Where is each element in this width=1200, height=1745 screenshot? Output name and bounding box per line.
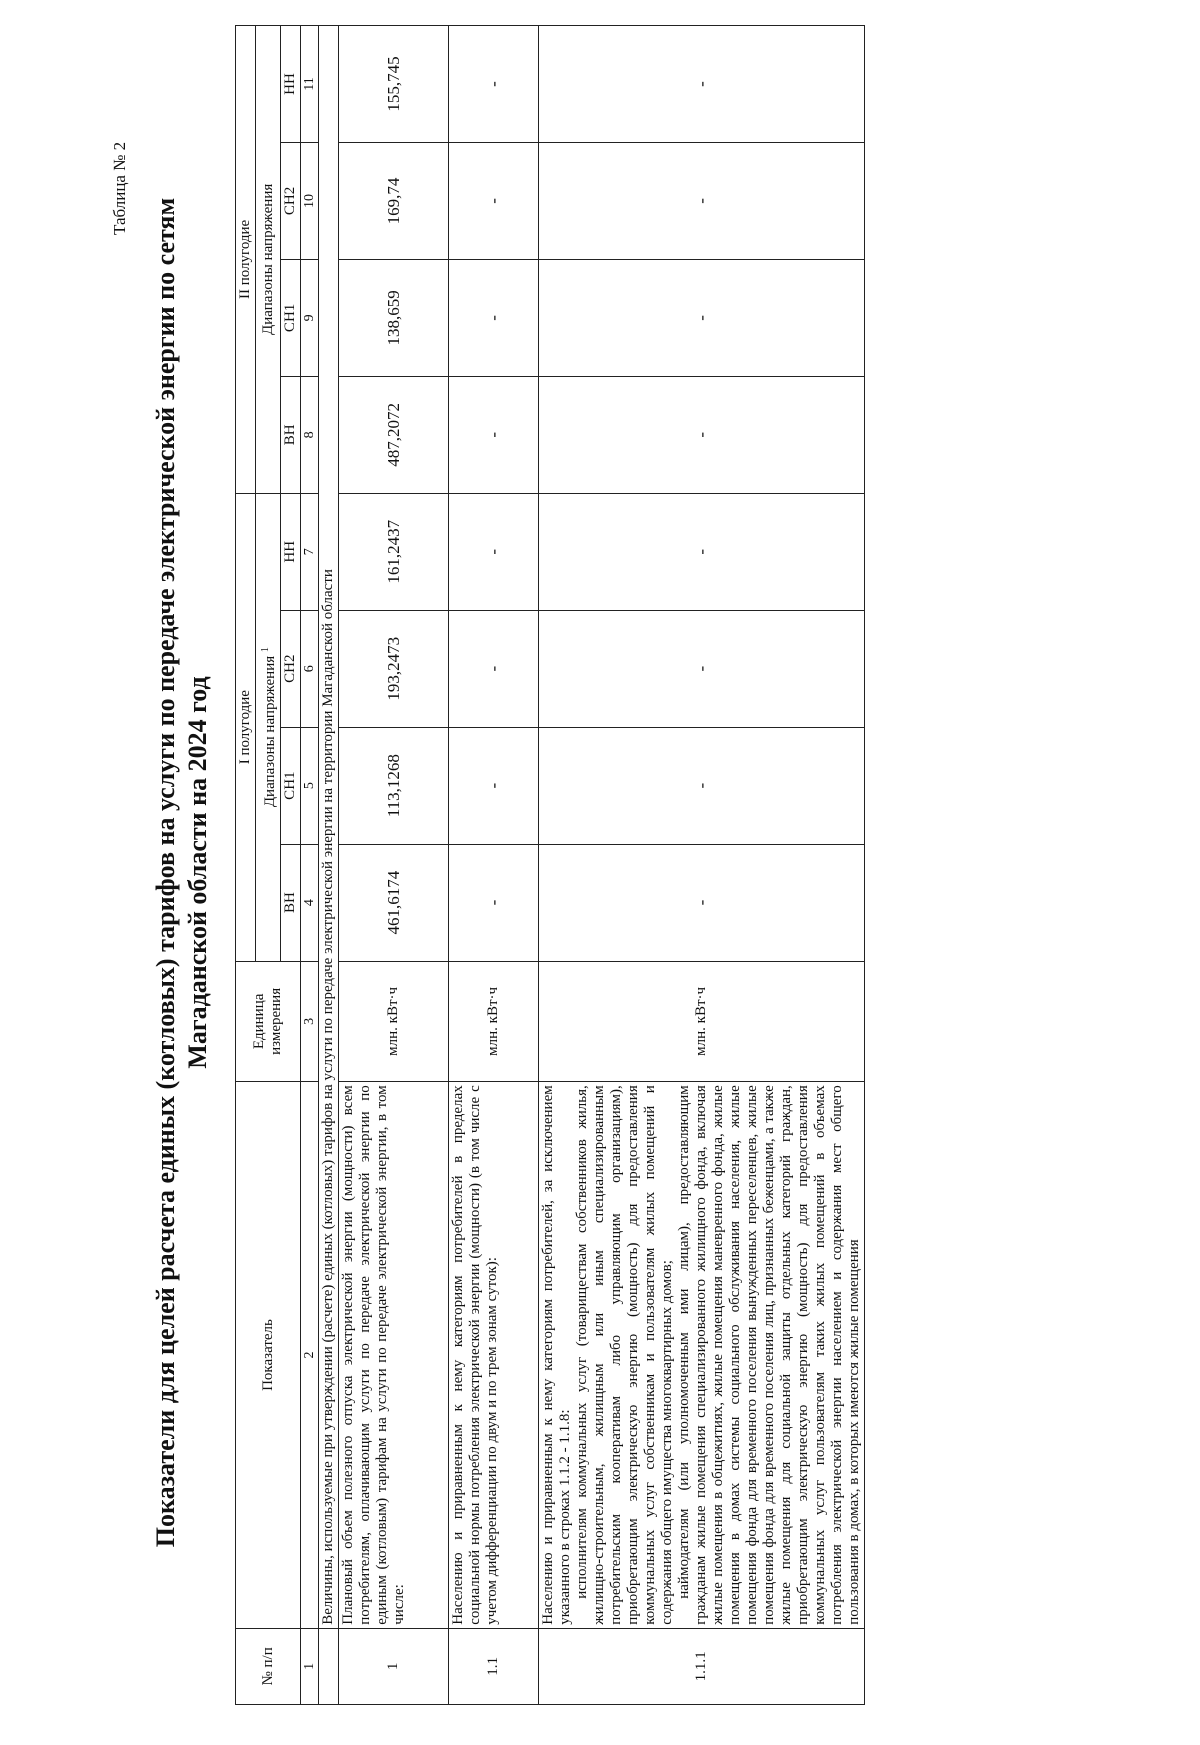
row-unit: млн. кВт·ч	[339, 961, 449, 1082]
level-h1-vn: ВН	[281, 844, 301, 961]
index-cell: 9	[301, 259, 319, 376]
index-cell: 5	[301, 727, 319, 844]
tariff-table	[235, 25, 865, 1705]
header-indicator: Показатель	[236, 1082, 301, 1629]
index-cell: 3	[301, 961, 319, 1082]
row-text-part-b: исполнителям коммунальных услуг (товариществам собственников жилья, жилищно-строительным, жилищным или иным специализированным потребительским кооперативам либо управляющим организациям), приобретающим электрическую энергию (мощность) для предоставления коммунальных услуг собственникам и пользователям жилых помещений и содержания общего имущества многоквартирных домов;	[574, 1085, 675, 1625]
index-cell: 4	[301, 844, 319, 961]
header-ranges-1-text: Диапазоны напряжения	[262, 655, 278, 808]
value-h2-sn2: -	[539, 143, 865, 260]
value-h2-vn: -	[539, 376, 865, 493]
value-h1-vn: 461,6174	[339, 844, 449, 961]
value-h2-sn1: -	[449, 259, 539, 376]
row-text-part-a: Населению и приравненным к нему категориям потребителей, за исключением указанного в строках 1.1.2 - 1.1.8:	[540, 1085, 573, 1625]
footnote-marker: 1	[260, 647, 271, 653]
value-h1-sn2: -	[539, 610, 865, 727]
level-h2-nn: НН	[281, 26, 301, 143]
level-h1-sn1: СН1	[281, 727, 301, 844]
index-cell: 10	[301, 143, 319, 260]
value-h1-sn2: -	[449, 610, 539, 727]
value-h2-nn: -	[449, 26, 539, 143]
index-cell: 6	[301, 610, 319, 727]
row-indicator: Плановый объем полезного отпуска электрической энергии (мощности) всем потребителям, оплачивающим услуги по передаче электрической энергии по единым (котловым) тарифам на услуги по передаче электрической энергии, в том числе:	[339, 1082, 449, 1629]
row-number: 1.1	[449, 1628, 539, 1704]
section-empty-cell	[319, 1628, 339, 1704]
value-h2-sn2: 169,74	[339, 143, 449, 260]
value-h1-sn1: -	[539, 727, 865, 844]
row-text-part-c: наймодателям (или уполномоченным ими лицам), предоставляющим гражданам жилые помещения специализированного жилищного фонда, включая жилые помещения в общежитиях, жилые помещения маневренного фонда, жилые помещения в домах системы социального обслуживания населения, жилые помещения фонда для временного поселения вынужденных переселенцев, жилые помещения фонда для временного поселения лиц, признанных беженцами, а также жилые помещения для социальной защиты отдельных категорий граждан, приобретающим электрическую энергию (мощность) для предоставления коммунальных услуг пользователям таких жилых помещений в объемах потребления электрической энергии населением и содержания мест общего пользования в домах, в которых имеются жилые помещения	[676, 1085, 862, 1625]
header-unit: Единица измерения	[236, 961, 301, 1082]
header-half-1: I полугодие	[236, 493, 256, 961]
index-cell: 2	[301, 1082, 319, 1629]
row-number: 1	[339, 1628, 449, 1704]
value-h1-sn1: -	[449, 727, 539, 844]
document-title	[150, 140, 214, 1605]
value-h2-sn1: -	[539, 259, 865, 376]
row-indicator: Населению и приравненным к нему категориям потребителей в пределах социальной нормы потребления электрической энергии (мощности) (в том числе с учетом дифференциации по двум и по трем зонам суток):	[449, 1082, 539, 1629]
value-h2-sn1: 138,659	[339, 259, 449, 376]
value-h2-vn: -	[449, 376, 539, 493]
value-h1-nn: 161,2437	[339, 493, 449, 610]
value-h1-sn2: 193,2473	[339, 610, 449, 727]
row-number: 1.1.1	[539, 1628, 865, 1704]
header-number: № п/п	[236, 1628, 301, 1704]
section-title: Величины, используемые при утверждении (расчете) единых (котловых) тарифов на услуги по передаче электрической энергии на территории Магаданской области	[319, 26, 339, 1629]
table-number: Таблица № 2	[110, 141, 129, 235]
table-row	[449, 26, 539, 1705]
value-h1-vn: -	[539, 844, 865, 961]
table-row	[339, 26, 449, 1705]
value-h1-sn1: 113,1268	[339, 727, 449, 844]
value-h2-vn: 487,2072	[339, 376, 449, 493]
level-h2-sn2: СН2	[281, 143, 301, 260]
value-h1-nn: -	[539, 493, 865, 610]
index-cell: 7	[301, 493, 319, 610]
level-h2-vn: ВН	[281, 376, 301, 493]
row-indicator	[539, 1082, 865, 1629]
index-cell: 8	[301, 376, 319, 493]
index-cell: 11	[301, 26, 319, 143]
value-h2-nn: 155,745	[339, 26, 449, 143]
column-index-row	[301, 26, 319, 1705]
header-half-2: II полугодие	[236, 26, 256, 494]
level-h1-sn2: СН2	[281, 610, 301, 727]
level-h1-nn: НН	[281, 493, 301, 610]
value-h2-nn: -	[539, 26, 865, 143]
value-h1-vn: -	[449, 844, 539, 961]
index-cell: 1	[301, 1628, 319, 1704]
value-h1-nn: -	[449, 493, 539, 610]
value-h2-sn2: -	[449, 143, 539, 260]
row-unit: млн. кВт·ч	[449, 961, 539, 1082]
header-voltage-ranges-1	[256, 493, 281, 961]
title-line-1: Показатели для целей расчета единых (котловых) тарифов на услуги по передаче электрической энергии по сетям	[151, 197, 180, 1548]
title-line-2: Магаданской области на 2024 год	[183, 676, 212, 1069]
level-h2-sn1: СН1	[281, 259, 301, 376]
row-unit: млн. кВт·ч	[539, 961, 865, 1082]
header-voltage-ranges-2: Диапазоны напряжения	[256, 26, 281, 494]
table-row	[539, 26, 865, 1705]
